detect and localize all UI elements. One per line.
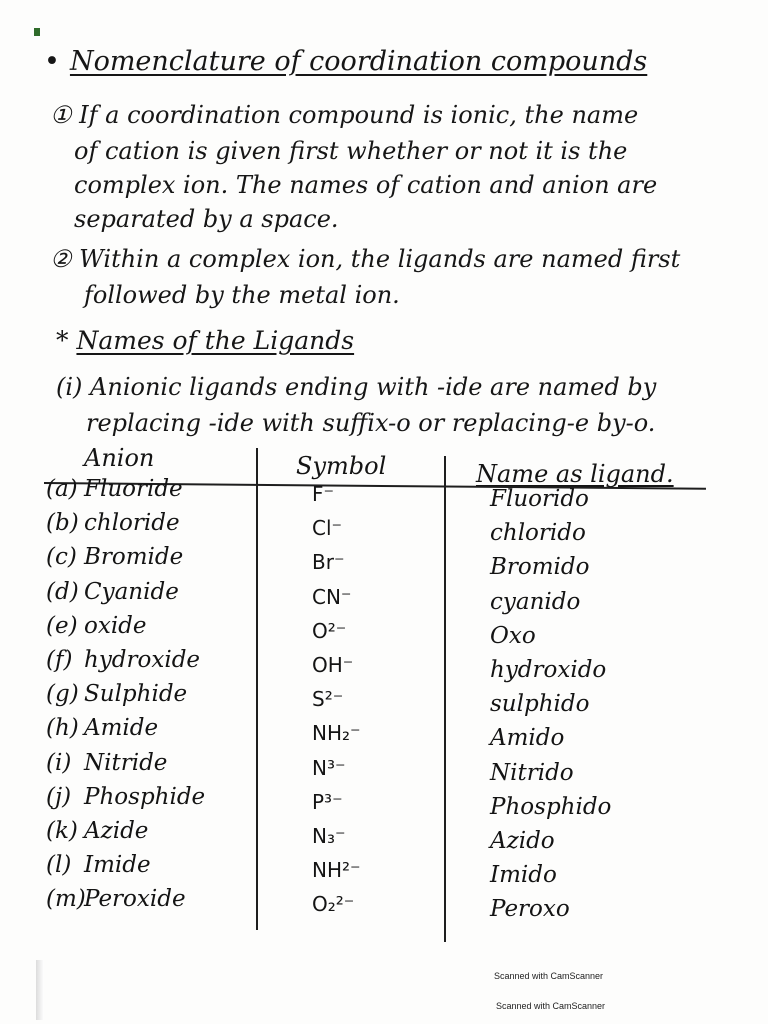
rule-1-line-2: of cation is given first whether or not it is the: [74, 137, 628, 165]
anion-cell: chloride: [84, 510, 180, 537]
ligand-name-cell: Amido: [490, 725, 565, 752]
section-heading: [56, 326, 354, 355]
anion-cell: Phosphide: [84, 783, 206, 810]
symbol-cell: OH⁻: [312, 653, 354, 677]
symbol-cell: Cl⁻: [312, 516, 343, 541]
point-1-number: (i): [56, 373, 83, 401]
symbol-cell: O₂²⁻: [312, 892, 355, 917]
column-divider-1: [256, 448, 258, 930]
rule-1-line-1: [50, 98, 638, 132]
watermark-1: Scanned with CamScanner: [494, 971, 604, 981]
column-divider-2: [444, 456, 446, 942]
anion-cell: Amide: [84, 715, 159, 742]
row-label: (h): [46, 715, 79, 742]
row-label: (d): [46, 578, 79, 605]
anion-cell: Imide: [84, 852, 151, 879]
ligand-name-cell: Fluorido: [490, 486, 589, 512]
anion-cell: Sulphide: [84, 681, 188, 708]
point-1-text-1: Anionic ligands ending with -ide are named by: [90, 373, 657, 401]
ligand-name-cell: hydroxido: [490, 657, 607, 683]
anion-cell: Nitride: [84, 749, 168, 776]
point-1-line-2: replacing -ide with suffix-o or replacing-e by-o.: [86, 409, 656, 437]
corner-mark: [34, 28, 40, 36]
row-label: (i): [46, 749, 72, 776]
row-label: (m): [46, 886, 86, 913]
symbol-cell: P³⁻: [312, 789, 343, 814]
symbol-cell: N₃⁻: [312, 824, 346, 848]
ligand-name-cell: Phosphido: [490, 793, 612, 820]
star-mark: *: [56, 326, 69, 355]
symbol-cell: O²⁻: [312, 618, 347, 643]
ligand-name-cell: Nitrido: [490, 759, 574, 786]
rule-2-number: ②: [50, 245, 72, 273]
row-label: (f): [46, 647, 73, 673]
rule-1-line-4: separated by a space.: [74, 205, 339, 233]
rule-1-line-3: complex ion. The names of cation and anion are: [74, 171, 658, 199]
section-title: Names of the Ligands: [76, 326, 355, 355]
rule-2-text-1: Within a complex ion, the ligands are named first: [79, 245, 681, 273]
rule-2-line-1: [50, 242, 680, 276]
rule-2-line-2: followed by the metal ion.: [84, 281, 400, 309]
header-anion: Anion: [84, 444, 155, 472]
header-name-as-ligand: Name as ligand.: [476, 460, 674, 488]
row-label: (c): [46, 544, 77, 571]
rule-1-text-1: If a coordination compound is ionic, the name: [79, 101, 639, 129]
ligand-name-cell: chlorido: [490, 520, 586, 547]
symbol-cell: S²⁻: [312, 687, 344, 712]
symbol-cell: NH₂⁻: [312, 721, 361, 746]
ligand-name-cell: Bromido: [490, 554, 590, 581]
row-label: (j): [46, 783, 72, 810]
row-label: (g): [46, 681, 79, 708]
row-label: (l): [46, 852, 72, 879]
ligand-name-cell: sulphido: [490, 691, 590, 718]
ligand-name-cell: Peroxo: [490, 896, 570, 923]
point-1-line-1: [56, 370, 656, 404]
ligand-name-cell: cyanido: [490, 588, 581, 615]
symbol-cell: NH²⁻: [312, 858, 361, 883]
page-edge-shadow: [36, 960, 44, 1020]
row-label: (k): [46, 818, 78, 844]
symbol-cell: CN⁻: [312, 584, 352, 609]
watermark-2: Scanned with CamScanner: [496, 1001, 606, 1011]
header-symbol: Symbol: [296, 452, 387, 480]
row-label: (b): [46, 510, 79, 537]
row-label: (e): [46, 612, 78, 639]
symbol-cell: N³⁻: [312, 755, 346, 780]
anion-cell: hydroxide: [84, 647, 201, 673]
page-title: [44, 46, 647, 77]
anion-cell: Fluoride: [84, 476, 183, 502]
ligand-name-cell: Imido: [490, 862, 557, 889]
symbol-cell: F⁻: [312, 482, 335, 506]
anion-cell: oxide: [84, 612, 147, 639]
rule-1-number: ①: [50, 101, 72, 129]
anion-cell: Peroxide: [84, 886, 186, 913]
ligand-name-cell: Oxo: [490, 622, 536, 649]
title-text: Nomenclature of coordination compounds: [69, 46, 648, 77]
anion-cell: Bromide: [84, 544, 184, 571]
title-bullet: •: [44, 46, 60, 77]
anion-cell: Azide: [84, 818, 149, 844]
row-label: (a): [46, 476, 78, 502]
anion-cell: Cyanide: [84, 578, 179, 605]
ligand-name-cell: Azido: [490, 828, 555, 854]
symbol-cell: Br⁻: [312, 550, 345, 575]
